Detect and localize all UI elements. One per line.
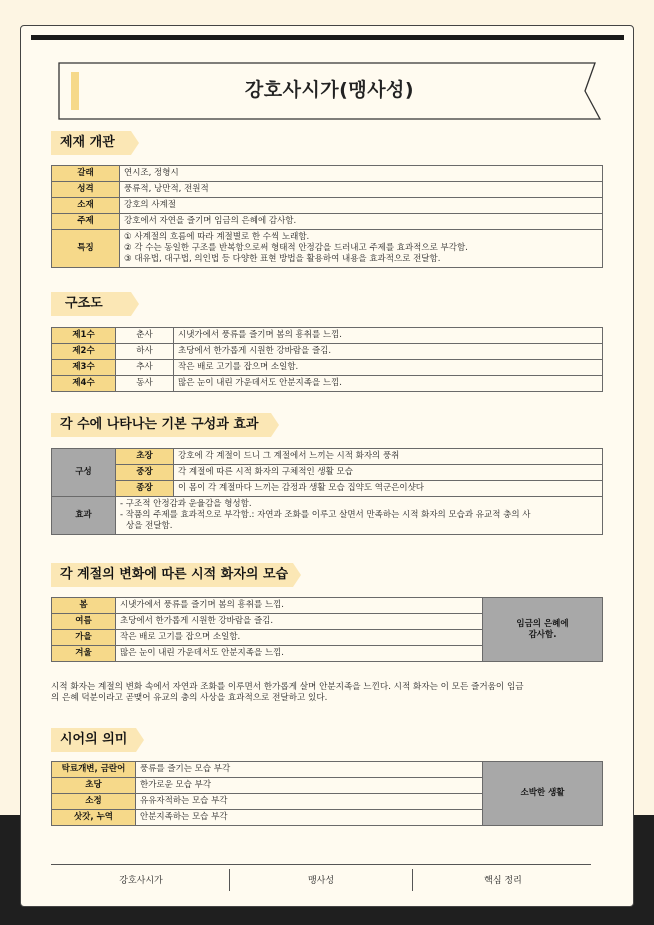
meaning-desc: 유유자적하는 모습 부각	[136, 794, 483, 810]
table-row	[52, 497, 603, 535]
structure-season: 하사	[116, 344, 174, 360]
overview-label: 성격	[52, 182, 120, 198]
season-desc: 초당에서 한가롭게 시원한 강바람을 즐김.	[116, 614, 483, 630]
structure-num: 제1수	[52, 328, 116, 344]
meaning-desc: 한가로운 모습 부각	[136, 778, 483, 794]
overview-value: 연시조, 정형시	[120, 166, 603, 182]
effect-line: - 작품의 주제를 효과적으로 부각함.: 자연과 조화를 이루고 살면서 만족하는 시적 화자의 모습과 유교적 충의 사	[120, 510, 531, 520]
season-name: 가을	[52, 630, 116, 646]
page-footer	[51, 864, 591, 892]
section-title-overview: 제재 개관	[60, 135, 115, 150]
composition-desc: 각 계절에 따른 시적 화자의 구체적인 생활 모습	[174, 465, 603, 481]
seasons-table	[51, 597, 603, 662]
composition-part: 초장	[116, 449, 174, 465]
table-row	[52, 360, 603, 376]
top-rule	[31, 35, 624, 40]
footer-section: 핵심 정리	[484, 876, 522, 886]
meaning-word: 초당	[52, 778, 136, 794]
seasons-summary	[483, 598, 603, 662]
meaning-word: 삿갓, 누역	[52, 810, 136, 826]
table-row	[52, 376, 603, 392]
structure-season: 춘사	[116, 328, 174, 344]
composition-desc: 이 몸이 각 계절마다 느끼는 감정과 생활 모습 집약도 역군은이샷다	[174, 481, 603, 497]
structure-num: 제2수	[52, 344, 116, 360]
table-row	[52, 449, 603, 465]
section-header-seasons	[51, 563, 303, 587]
table-row	[52, 465, 603, 481]
overview-value: 강호에서 자연을 즐기며 임금의 은혜에 감사함.	[120, 214, 603, 230]
table-row	[52, 214, 603, 230]
worksheet-page	[20, 25, 634, 907]
feature-line: ② 각 수는 동일한 구조를 반복함으로써 형태적 안정감을 드러내고 주제를 효과적으로 부각함.	[124, 243, 468, 253]
feature-line: ① 사계절의 흐름에 따라 계절별로 한 수씩 노래함.	[124, 232, 310, 242]
overview-label: 특징	[52, 230, 120, 268]
page-title: 강호사시가(맹사성)	[244, 79, 415, 101]
season-name: 봄	[52, 598, 116, 614]
table-row	[52, 230, 603, 268]
season-name: 겨울	[52, 646, 116, 662]
meaning-desc: 안분지족하는 모습 부각	[136, 810, 483, 826]
meaning-word: 탁료개변, 금란어	[52, 762, 136, 778]
meaning-word: 소정	[52, 794, 136, 810]
meaning-summary: 소박한 생활	[483, 762, 603, 826]
overview-label: 소재	[52, 198, 120, 214]
effect-content	[116, 497, 603, 535]
table-row	[52, 328, 603, 344]
effect-label: 효과	[52, 497, 116, 535]
structure-desc: 초당에서 한가롭게 시원한 강바람을 즐김.	[174, 344, 603, 360]
structure-desc: 작은 배로 고기를 잡으며 소일함.	[174, 360, 603, 376]
structure-season: 추사	[116, 360, 174, 376]
summary-paragraph-line: 시적 화자는 계절의 변화 속에서 자연과 조화를 이루면서 한가롭게 살며 안분지족을 느낀다. 시적 화자는 이 모든 즐거움이 임금	[51, 682, 524, 692]
section-title-structure: 구조도	[65, 296, 103, 311]
overview-label: 갈래	[52, 166, 120, 182]
effect-line: 상을 전달함.	[126, 521, 173, 531]
section-title-composition: 각 수에 나타나는 기본 구성과 효과	[60, 417, 259, 432]
composition-part: 중장	[116, 465, 174, 481]
structure-num: 제3수	[52, 360, 116, 376]
table-row	[52, 481, 603, 497]
table-row	[52, 198, 603, 214]
meaning-table	[51, 761, 603, 826]
structure-num: 제4수	[52, 376, 116, 392]
season-desc: 시냇가에서 풍류를 즐기며 봄의 흥취를 느낌.	[116, 598, 483, 614]
composition-label: 구성	[52, 449, 116, 497]
table-row	[52, 598, 603, 614]
effect-line: - 구조적 안정감과 운율감을 형성함.	[120, 499, 252, 509]
overview-value: 강호의 사계절	[120, 198, 603, 214]
structure-desc: 많은 눈이 내린 가운데서도 안분지족을 느낌.	[174, 376, 603, 392]
footer-author: 맹사성	[307, 876, 335, 886]
section-header-composition	[51, 413, 281, 437]
composition-table	[51, 448, 603, 535]
composition-part: 종장	[116, 481, 174, 497]
season-desc: 많은 눈이 내린 가운데서도 안분지족을 느낌.	[116, 646, 483, 662]
structure-table	[51, 327, 603, 392]
composition-desc: 강호에 각 계절이 드니 그 계절에서 느끼는 시적 화자의 풍취	[174, 449, 603, 465]
section-header-structure	[51, 292, 141, 316]
table-row	[52, 762, 603, 778]
season-desc: 작은 배로 고기를 잡으며 소일함.	[116, 630, 483, 646]
table-row	[52, 344, 603, 360]
section-title-seasons: 각 계절의 변화에 따른 시적 화자의 모습	[60, 567, 289, 582]
meaning-desc: 풍류를 즐기는 모습 부각	[136, 762, 483, 778]
overview-label: 주제	[52, 214, 120, 230]
footer-divider	[229, 869, 230, 891]
section-title-meaning: 시어의 의미	[60, 732, 128, 747]
seasons-summary-line: 임금의 은혜에	[516, 618, 569, 629]
table-row	[52, 166, 603, 182]
overview-features	[120, 230, 603, 268]
section-header-overview	[51, 131, 141, 155]
section-header-meaning	[51, 728, 146, 752]
season-name: 여름	[52, 614, 116, 630]
feature-line: ③ 대유법, 대구법, 의인법 등 다양한 표현 방법을 활용하여 내용을 효과적으로 전달함.	[124, 254, 441, 264]
title-banner	[57, 61, 602, 121]
overview-value: 풍류적, 낭만적, 전원적	[120, 182, 603, 198]
summary-paragraph-line: 의 은혜 덕분이라고 곧맺어 유교의 충의 사상을 효과적으로 전달하고 있다.	[51, 693, 328, 703]
footer-work-title: 강호사시가	[119, 876, 163, 886]
structure-season: 동사	[116, 376, 174, 392]
overview-table	[51, 165, 603, 268]
structure-desc: 시냇가에서 풍류를 즐기며 봄의 흥취를 느낌.	[174, 328, 603, 344]
table-row	[52, 182, 603, 198]
summary-paragraph	[51, 682, 611, 704]
seasons-summary-line: 감사함.	[528, 629, 557, 640]
